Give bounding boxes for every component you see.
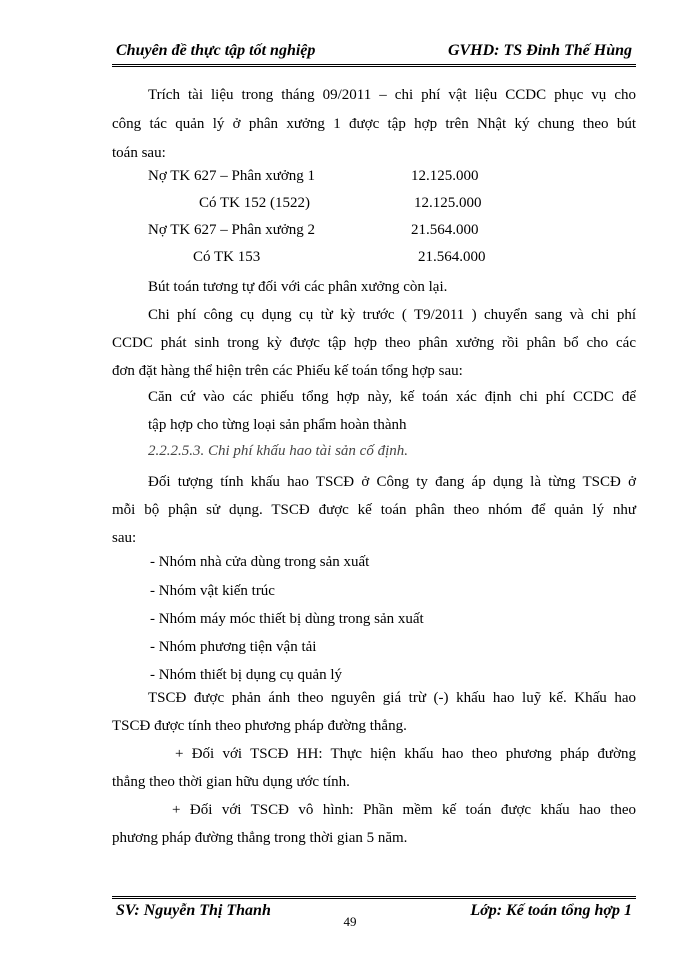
page-header	[112, 40, 636, 62]
list-item: - Nhóm nhà cửa dùng trong sản xuất	[150, 554, 370, 570]
list-item: - Nhóm vật kiến trúc	[150, 583, 275, 599]
entry-amount: 21.564.000	[418, 249, 486, 265]
paragraph-line: Chi phí công cụ dụng cụ từ kỳ trước ( T9/2011 ) chuyển sang và chi phí	[148, 307, 636, 323]
footer-student: SV: Nguyễn Thị Thanh	[116, 902, 271, 919]
paragraph-line: công tác quản lý ở phân xưởng 1 được tập hợp trên Nhật ký chung theo bút	[112, 116, 636, 132]
header-supervisor: GVHD: TS Đinh Thế Hùng	[447, 42, 632, 59]
entry-account: Nợ TK 627 – Phân xưởng 1	[148, 168, 316, 184]
paragraph-line: phương pháp đường thẳng trong thời gian 5 năm.	[112, 830, 408, 846]
paragraph-line: Trích tài liệu trong tháng 09/2011 – chi phí vật liệu CCDC phục vụ cho	[148, 87, 636, 103]
paragraph-line: TSCĐ được tính theo phương pháp đường thẳng.	[112, 718, 407, 734]
footer-class: Lớp: Kế toán tổng hợp 1	[470, 902, 632, 919]
paragraph-line: Đối tượng tính khấu hao TSCĐ ở Công ty đang áp dụng là từng TSCĐ ở	[148, 474, 636, 490]
paragraph-line: CCDC phát sinh trong kỳ được tập hợp theo phân xưởng rồi phân bổ cho các	[112, 335, 636, 351]
paragraph-line: thẳng theo thời gian hữu dụng ước tính.	[112, 774, 350, 790]
paragraph-line: đơn đặt hàng thể hiện trên các Phiếu kế toán tổng hợp sau:	[112, 363, 463, 379]
footer-rule	[112, 896, 636, 899]
paragraph-line: tập hợp cho từng loại sản phẩm hoàn thành	[148, 417, 407, 433]
paragraph-line: + Đối với TSCĐ vô hình: Phần mềm kế toán được khấu hao theo	[172, 802, 636, 818]
entry-amount: 12.125.000	[414, 195, 482, 211]
paragraph-line: TSCĐ được phản ánh theo nguyên giá trừ (-) khấu hao luỹ kế. Khấu hao	[148, 690, 636, 706]
entry-account: Có TK 152 (1522)	[199, 195, 310, 211]
list-item: - Nhóm phương tiện vận tải	[150, 639, 317, 655]
section-heading: 2.2.2.5.3. Chi phí khấu hao tài sản cố định.	[148, 443, 408, 459]
paragraph-line: toán sau:	[112, 145, 166, 161]
paragraph-line: mỗi bộ phận sử dụng. TSCĐ được kế toán phân theo nhóm để quản lý như	[112, 502, 636, 518]
entry-account: Có TK 153	[193, 249, 261, 265]
entry-account: Nợ TK 627 – Phân xưởng 2	[148, 222, 316, 238]
list-item: - Nhóm thiết bị dụng cụ quản lý	[150, 667, 343, 683]
paragraph-line: Căn cứ vào các phiếu tổng hợp này, kế toán xác định chi phí CCDC để	[148, 389, 636, 405]
list-item: - Nhóm máy móc thiết bị dùng trong sản xuất	[150, 611, 424, 627]
header-title: Chuyên đề thực tập tốt nghiệp	[116, 42, 316, 59]
header-rule	[112, 64, 636, 67]
paragraph-line: Bút toán tương tự đối với các phân xưởng còn lại.	[148, 279, 448, 295]
page-number: 49	[343, 914, 357, 929]
paragraph-line: + Đối với TSCĐ HH: Thực hiện khấu hao theo phương pháp đường	[175, 746, 636, 762]
entry-amount: 21.564.000	[411, 222, 479, 238]
paragraph-line: sau:	[112, 530, 137, 546]
entry-amount: 12.125.000	[411, 168, 479, 184]
